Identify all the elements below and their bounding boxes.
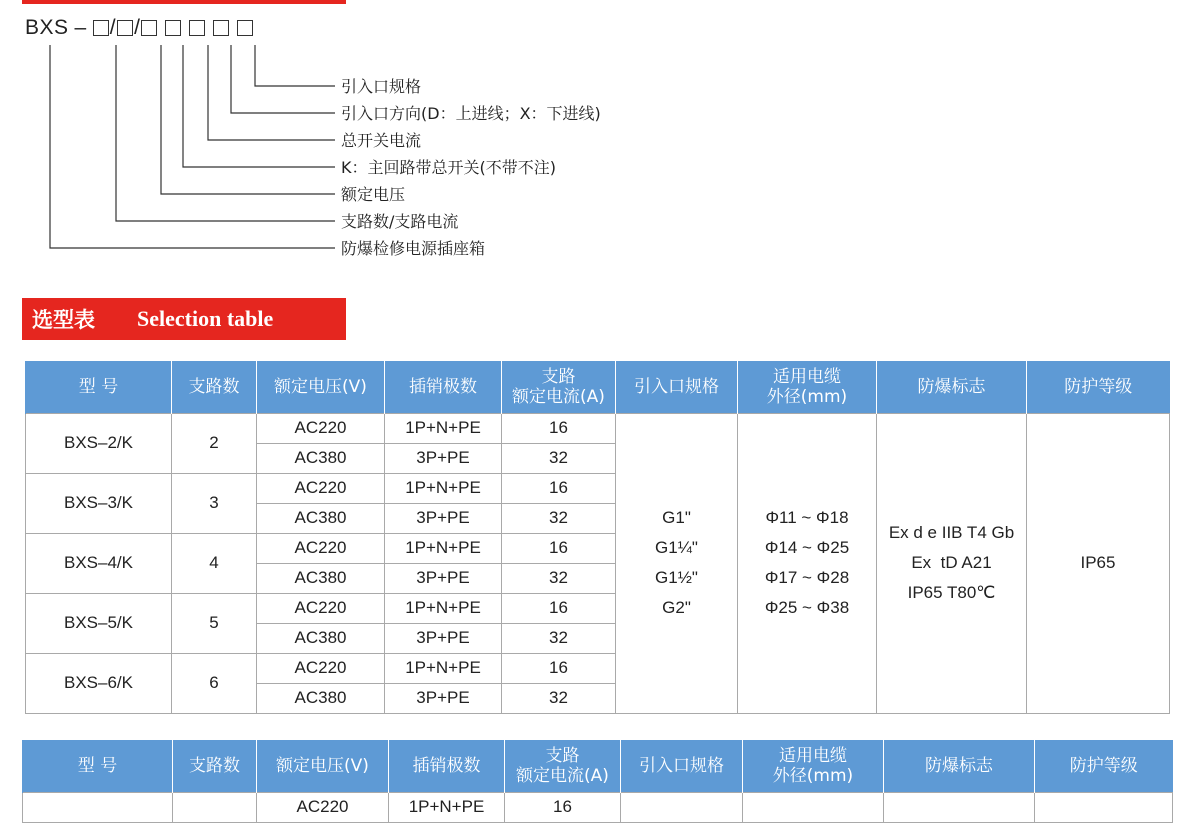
model-prefix: BXS (25, 16, 69, 39)
header-cable-diameter-line: 外径(mm) (772, 765, 854, 786)
table-row (26, 413, 1170, 443)
selection-table (25, 361, 1170, 714)
legend-entry-direction: 引入口方向(D：上进线；X：下进线) (341, 104, 601, 123)
cell-branch-current: 16 (502, 533, 616, 563)
cell-branch-current: 32 (502, 563, 616, 593)
cell-poles: 1P+N+PE (385, 593, 502, 623)
cell-poles: 1P+N+PE (385, 653, 502, 683)
cell-protection (1035, 792, 1173, 822)
cell-branch-current: 16 (505, 792, 621, 822)
cell-branch-current: 32 (502, 443, 616, 473)
cell-poles: 3P+PE (385, 503, 502, 533)
legend-main-switch: K：主回路带总开关(不带不注) (341, 158, 556, 177)
section-title-en: Selection table (137, 306, 274, 331)
header-ex-marking: 防爆标志 (877, 361, 1027, 413)
cell-branch-current: 32 (502, 503, 616, 533)
header-branch-current-line: 支路 (545, 745, 580, 766)
cell-branches: 5 (172, 593, 257, 653)
section-banner (22, 298, 346, 340)
cable-diameter-value: Φ11 ~ Φ18 (765, 508, 849, 527)
cell-poles: 3P+PE (385, 443, 502, 473)
cable-diameter-value: Φ25 ~ Φ38 (764, 598, 850, 617)
cell-branch-current: 32 (502, 623, 616, 653)
cell-branches: 3 (172, 473, 257, 533)
selection-table-2 (22, 740, 1173, 823)
header-protection: 防护等级 (1035, 740, 1173, 792)
cable-diameter-value: Φ17 ~ Φ28 (764, 568, 850, 587)
cell-ex-marking (877, 413, 1027, 713)
ex-marking-line: Ex tD A21 (911, 553, 992, 572)
cell-entry-specs (621, 792, 743, 822)
header-voltage: 额定电压(V) (257, 361, 385, 413)
cell-voltage: AC380 (257, 623, 385, 653)
legend-product-name: 防爆检修电源插座箱 (341, 239, 486, 258)
header-branch-current (505, 740, 621, 792)
legend-branches: 支路数/支路电流 (341, 212, 459, 231)
header-voltage: 额定电压(V) (257, 740, 389, 792)
entry-spec-value: G1¼" (655, 538, 698, 557)
cell-poles: 1P+N+PE (385, 473, 502, 503)
cell-model: BXS–6/K (26, 653, 172, 713)
cell-voltage: AC220 (257, 533, 385, 563)
header-cable-diameter-line: 外径(mm) (766, 386, 848, 407)
cell-cable-diameters (738, 413, 877, 713)
cell-poles: 1P+N+PE (385, 533, 502, 563)
ex-marking-line: IP65 T80℃ (907, 583, 996, 602)
table-header-row (23, 740, 1173, 792)
cell-branch-current: 16 (502, 473, 616, 503)
header-cable-diameter (743, 740, 884, 792)
section-title-cn: 选型表 (32, 308, 95, 332)
cell-cable-diameters (743, 792, 884, 822)
header-branch-current-line: 额定电流(A) (516, 765, 609, 786)
header-ex-marking: 防爆标志 (884, 740, 1035, 792)
cell-model: BXS–5/K (26, 593, 172, 653)
cell-branch-current: 16 (502, 413, 616, 443)
cell-poles: 1P+N+PE (389, 792, 505, 822)
header-branches: 支路数 (172, 361, 257, 413)
cell-voltage: AC220 (257, 473, 385, 503)
header-entry-spec: 引入口规格 (621, 740, 743, 792)
legend-switch-current: 总开关电流 (341, 131, 422, 150)
cell-protection: IP65 (1027, 413, 1170, 713)
header-cable-diameter-line: 适用电缆 (779, 745, 847, 766)
cell-voltage: AC380 (257, 563, 385, 593)
cell-voltage: AC380 (257, 503, 385, 533)
cell-branch-current: 32 (502, 683, 616, 713)
cell-poles: 3P+PE (385, 683, 502, 713)
cell-branches: 4 (172, 533, 257, 593)
table-header-row (26, 361, 1170, 413)
model-code-leader-lines (0, 0, 400, 260)
header-poles: 插销极数 (385, 361, 502, 413)
header-branches: 支路数 (173, 740, 257, 792)
header-cable-diameter (738, 361, 877, 413)
header-poles: 插销极数 (389, 740, 505, 792)
cell-branch-current: 16 (502, 593, 616, 623)
legend-entry-spec: 引入口规格 (341, 77, 422, 96)
cable-diameter-value: Φ14 ~ Φ25 (764, 538, 850, 557)
cell-voltage: AC380 (257, 683, 385, 713)
cell-branches (173, 792, 257, 822)
ex-marking-line: Ex d e IIB T4 Gb (888, 523, 1015, 542)
cell-poles: 3P+PE (385, 563, 502, 593)
cell-branch-current: 16 (502, 653, 616, 683)
cell-model: BXS–3/K (26, 473, 172, 533)
header-branch-current (502, 361, 616, 413)
entry-spec-value: G2" (662, 598, 691, 617)
header-model: 型 号 (23, 740, 173, 792)
header-branch-current-line: 额定电流(A) (512, 386, 605, 407)
code-slash: / (134, 16, 141, 39)
model-dash: – (74, 16, 87, 39)
header-entry-spec: 引入口规格 (616, 361, 738, 413)
cell-entry-specs (616, 413, 738, 713)
cell-branches: 2 (172, 413, 257, 473)
cell-voltage: AC380 (257, 443, 385, 473)
cell-voltage: AC220 (257, 792, 389, 822)
header-protection: 防护等级 (1027, 361, 1170, 413)
cell-model: BXS–2/K (26, 413, 172, 473)
cell-voltage: AC220 (257, 593, 385, 623)
header-branch-current-line: 支路 (541, 366, 576, 387)
cell-branches: 6 (172, 653, 257, 713)
header-model: 型 号 (26, 361, 172, 413)
cell-poles: 3P+PE (385, 623, 502, 653)
cell-poles: 1P+N+PE (385, 413, 502, 443)
cell-model (23, 792, 173, 822)
cell-ex-marking (884, 792, 1035, 822)
entry-spec-value: G1½" (655, 568, 698, 587)
legend-voltage: 额定电压 (341, 185, 406, 204)
cell-model: BXS–4/K (26, 533, 172, 593)
cell-voltage: AC220 (257, 653, 385, 683)
cell-voltage: AC220 (257, 413, 385, 443)
table-row (23, 792, 1173, 822)
code-slash: / (109, 16, 117, 39)
header-cable-diameter-line: 适用电缆 (773, 366, 841, 387)
entry-spec-value: G1" (662, 508, 691, 527)
